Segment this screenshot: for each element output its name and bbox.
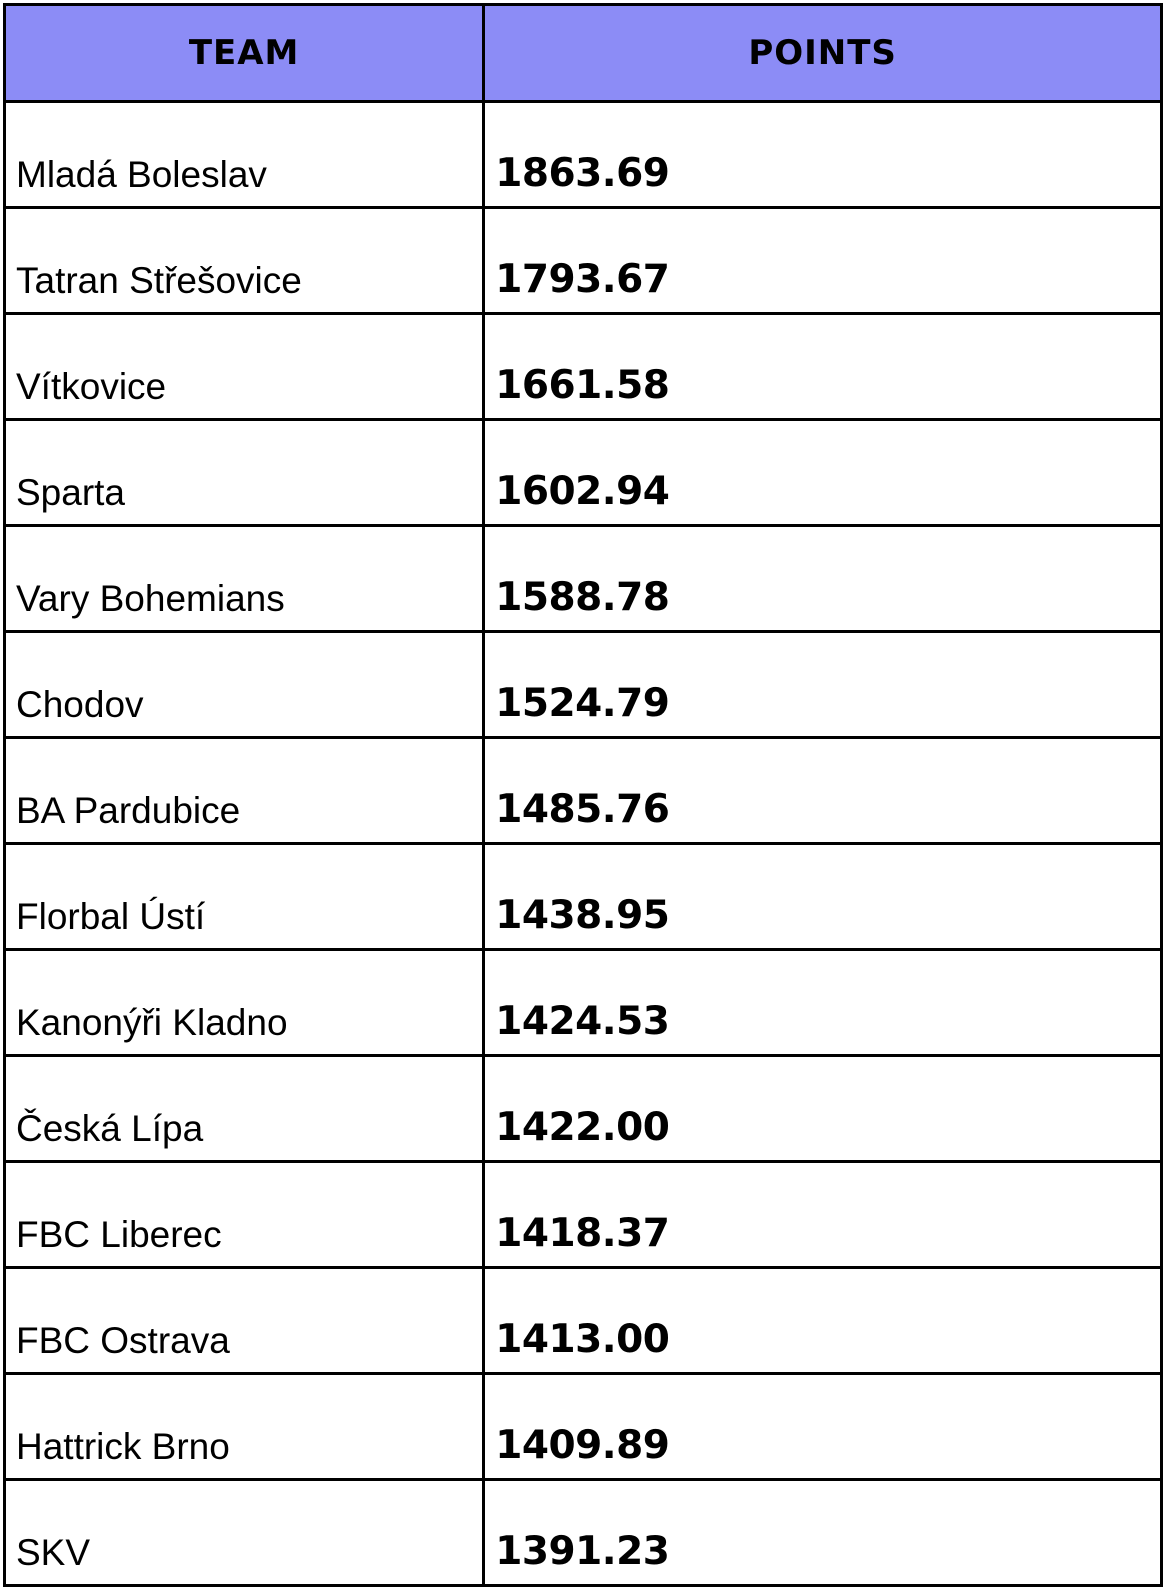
team-name-cell: Florbal Ústí (5, 844, 484, 950)
team-name-cell: Hattrick Brno (5, 1374, 484, 1480)
points-cell: 1413.00 (484, 1268, 1162, 1374)
table-row (5, 314, 1162, 420)
points-cell: 1409.89 (484, 1374, 1162, 1480)
points-cell: 1863.69 (484, 102, 1162, 208)
team-name-cell: Česká Lípa (5, 1056, 484, 1162)
team-name-cell: SKV (5, 1480, 484, 1586)
table-row (5, 208, 1162, 314)
points-cell: 1793.67 (484, 208, 1162, 314)
team-name-cell: Tatran Střešovice (5, 208, 484, 314)
team-name-cell: BA Pardubice (5, 738, 484, 844)
team-name-cell: Vítkovice (5, 314, 484, 420)
team-name-cell: FBC Ostrava (5, 1268, 484, 1374)
points-cell: 1602.94 (484, 420, 1162, 526)
table-row (5, 526, 1162, 632)
table-row (5, 844, 1162, 950)
points-cell: 1424.53 (484, 950, 1162, 1056)
table-row (5, 1374, 1162, 1480)
team-name-cell: Mladá Boleslav (5, 102, 484, 208)
points-cell: 1485.76 (484, 738, 1162, 844)
points-column-header: POINTS (484, 5, 1162, 102)
table-row (5, 1056, 1162, 1162)
table-row (5, 1268, 1162, 1374)
team-name-cell: Sparta (5, 420, 484, 526)
points-cell: 1422.00 (484, 1056, 1162, 1162)
points-cell: 1524.79 (484, 632, 1162, 738)
table-row (5, 632, 1162, 738)
points-cell: 1438.95 (484, 844, 1162, 950)
table-row (5, 1480, 1162, 1586)
team-name-cell: Chodov (5, 632, 484, 738)
points-cell: 1391.23 (484, 1480, 1162, 1586)
table-row (5, 738, 1162, 844)
points-cell: 1418.37 (484, 1162, 1162, 1268)
team-name-cell: Kanonýři Kladno (5, 950, 484, 1056)
table-row (5, 102, 1162, 208)
team-name-cell: FBC Liberec (5, 1162, 484, 1268)
standings-table (3, 3, 1163, 1587)
team-name-cell: Vary Bohemians (5, 526, 484, 632)
table-row (5, 420, 1162, 526)
team-column-header: TEAM (5, 5, 484, 102)
table-row (5, 950, 1162, 1056)
table-row (5, 1162, 1162, 1268)
table-header-row (5, 5, 1162, 102)
points-cell: 1588.78 (484, 526, 1162, 632)
points-cell: 1661.58 (484, 314, 1162, 420)
